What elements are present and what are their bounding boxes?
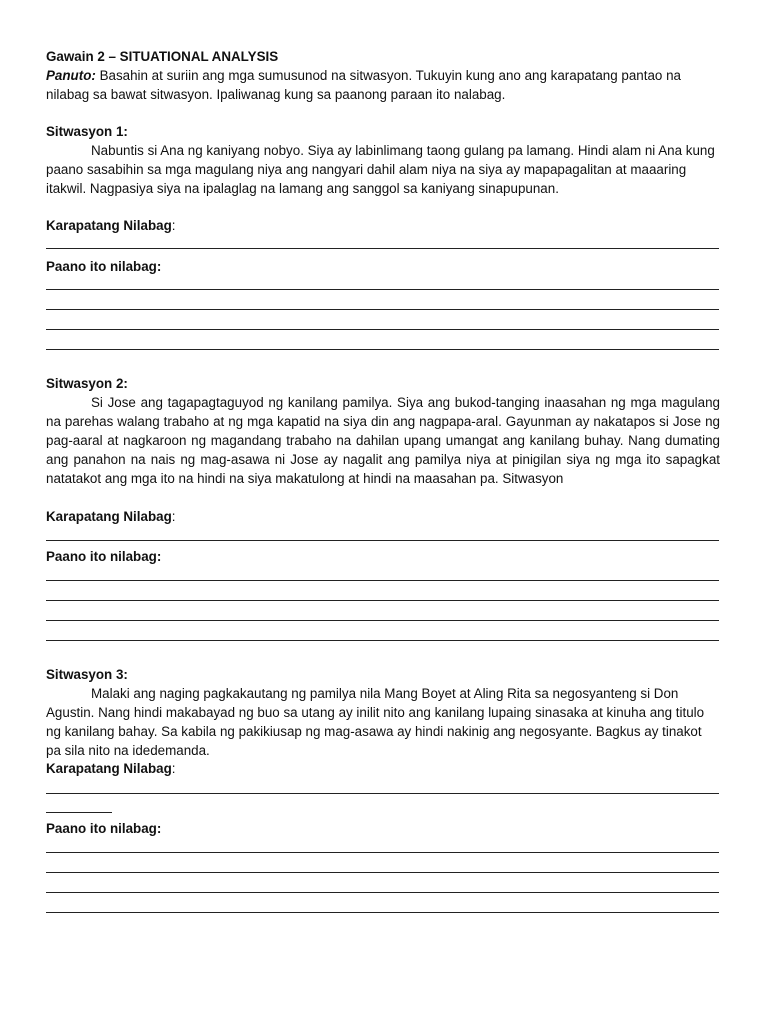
answer-line[interactable] xyxy=(46,640,719,641)
instructions xyxy=(46,66,720,104)
answer-line[interactable] xyxy=(46,793,719,794)
answer-line[interactable] xyxy=(46,620,719,621)
violated-right-label: Karapatang Nilabag xyxy=(46,761,172,776)
answer-line[interactable] xyxy=(46,309,719,310)
answer-line[interactable] xyxy=(46,349,719,350)
situation-2-heading: Sitwasyon 2: xyxy=(46,376,128,391)
answer-line[interactable] xyxy=(46,580,719,581)
colon: : xyxy=(171,761,176,776)
situation-2-text: Si Jose ang tagapagtaguyod ng kanilang pamilya. Siya ang bukod-tanging inaasahan ng mga magulang na parehas walang trabaho at ng mga kapatid na siya din ang nagpapa-aral. Gayunman ay nakatapos si Jose ng pag-aaral at nagkaroon ng magandang trabaho na dahilan upang umangat ang kanilang buhay. Nang dumating ang panahon na nais ng mag-asawa ni Jose ay nagalit ang pamilya niya at pinigilan siya ng mga ito sapagkat natatakot ang mga ito na hindi na siya makatulong at hindi na maasahan pa. Sitwasyon xyxy=(46,395,720,486)
colon: : xyxy=(171,218,176,233)
situation-2-violated-right-label xyxy=(46,507,720,526)
answer-line[interactable] xyxy=(46,872,719,873)
how-violated-label: Paano ito nilabag: xyxy=(46,549,162,564)
answer-line[interactable] xyxy=(46,600,719,601)
situation-2 xyxy=(46,374,720,488)
situation-1-heading: Sitwasyon 1: xyxy=(46,124,128,139)
answer-line[interactable] xyxy=(46,852,719,853)
situation-3 xyxy=(46,665,720,760)
answer-line[interactable] xyxy=(46,912,719,913)
situation-1-violated-right-label xyxy=(46,216,720,235)
situation-1 xyxy=(46,122,720,198)
answer-line[interactable] xyxy=(46,329,719,330)
situation-1-how-violated-label xyxy=(46,257,720,276)
situation-3-heading: Sitwasyon 3: xyxy=(46,667,128,682)
situation-3-text: Malaki ang naging pagkakautang ng pamilya nila Mang Boyet at Aling Rita sa negosyanteng si Don Agustin. Nang hindi makabayad ng buo sa utang ay inilit nito ang kanilang lupaing sinasaka at kinuha ang titulo ng kanilang bahay. Sa kabila ng pakikiusap ng mag-asawa ay hindi nakinig ang negosyante. Bagkus ay tinakot pa sila nito na idedemanda. xyxy=(46,686,705,758)
answer-line[interactable] xyxy=(46,892,719,893)
answer-line[interactable] xyxy=(46,248,719,249)
worksheet-title: Gawain 2 – SITUATIONAL ANALYSIS xyxy=(46,49,279,64)
how-violated-label: Paano ito nilabag: xyxy=(46,259,162,274)
violated-right-label: Karapatang Nilabag xyxy=(46,509,172,524)
situation-2-how-violated-label xyxy=(46,547,720,566)
situation-1-text: Nabuntis si Ana ng kaniyang nobyo. Siya ay labinlimang taong gulang pa lamang. Hindi alam ni Ana kung paano sasabihin sa mga magulang niya ang nangyari dahil alam niya na siya ay mapapagalitan at maaaring itakwil. Nagpasiya siya na ipalaglag na lamang ang sanggol sa kaniyang sinapupunan. xyxy=(46,143,715,196)
how-violated-label: Paano ito nilabag: xyxy=(46,821,162,836)
colon: : xyxy=(171,509,176,524)
situation-3-how-violated-label xyxy=(46,819,720,838)
violated-right-label: Karapatang Nilabag xyxy=(46,218,172,233)
situation-3-violated-right-label xyxy=(46,759,720,778)
answer-line[interactable] xyxy=(46,289,719,290)
instructions-text: Basahin at suriin ang mga sumusunod na sitwasyon. Tukuyin kung ano ang karapatang pantao na nilabag sa bawat sitwasyon. Ipaliwanag kung sa paanong paraan ito nalabag. xyxy=(46,68,681,102)
answer-line[interactable] xyxy=(46,540,719,541)
instructions-label: Panuto: xyxy=(46,68,96,83)
answer-line-short[interactable] xyxy=(46,812,112,813)
worksheet-header xyxy=(46,47,720,104)
